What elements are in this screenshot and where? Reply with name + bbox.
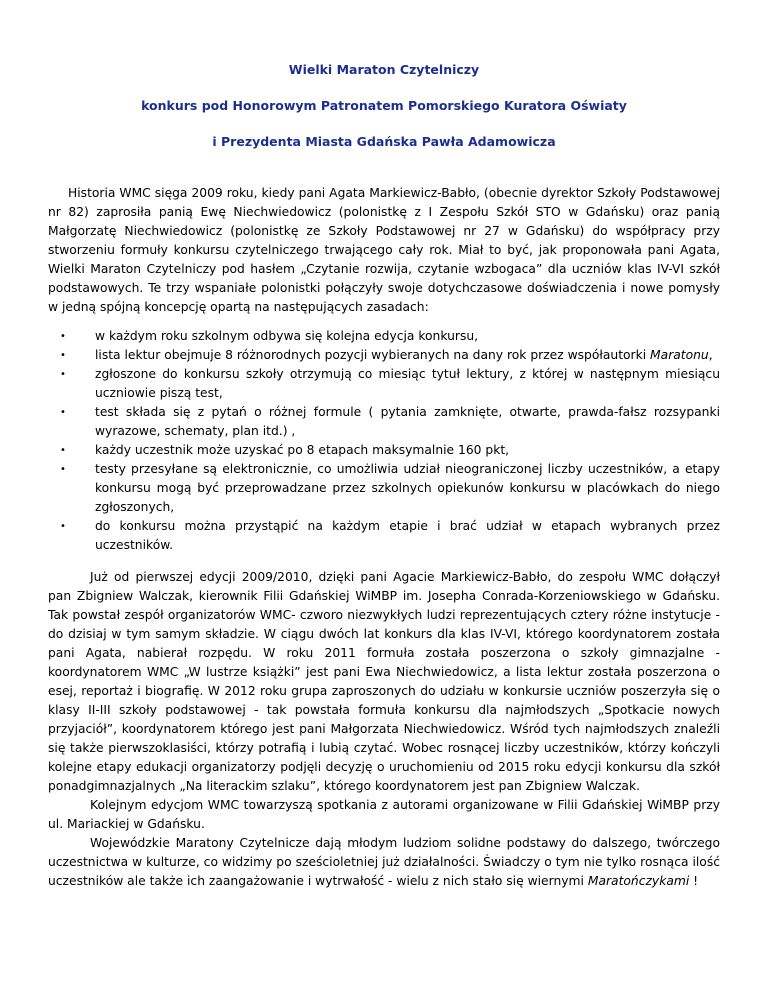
rules-list: [48, 327, 720, 555]
bullet-icon: •: [60, 350, 66, 361]
closing-italic-text: Maratończykami: [587, 874, 690, 888]
list-item: [60, 365, 720, 403]
rule-text: do konkursu można przystąpić na każdym etapie i brać udział w etapach wybranych przez uczestników.: [95, 519, 720, 552]
rule-text: lista lektur obejmuje 8 różnorodnych pozycji wybieranych na dany rok przez współautorki: [95, 348, 651, 362]
closing-text-end: !: [689, 874, 699, 888]
list-item: [60, 346, 720, 365]
list-item: [60, 327, 720, 346]
rule-text: każdy uczestnik może uzyskać po 8 etapach maksymalnie 160 pkt,: [95, 443, 510, 457]
history-paragraph: Już od pierwszej edycji 2009/2010, dzięki pani Agacie Markiewicz-Babło, do zespołu WMC dołączył pan Zbigniew Walczak, kierownik Filii Gdańskiej WiMBP im. Josepha Conrada-Korzeniowskiego w Gdańsku. Tak powstał zespół organizatorów WMC- czworo niezwykłych ludzi reprezentujących cztery różne instytucje - do dzisiaj w tym samym składzie. W ciągu dwóch lat konkurs dla klas IV-VI, którego koordynatorem została pani Agata, nabierał rozpędu. W roku 2011 formuła została poszerzona o szkoły gimnazjalne - koordynatorem WMC „W lustrze książki” jest pani Ewa Niechwiedowicz, a lista lektur została poszerzona o esej, reportaż i biografię. W 2012 roku grupa zaproszonych do udziału w konkursie uczniów poszerzyła się o klasy II-III szkoły podstawowej - tak powstała formuła konkursu dla najmłodszych „Spotkacie nowych przyjaciół”, koordynatorem którego jest pani Małgorzata Niechwiedowicz. Wśród tych najmłodszych znaleźli się także pierwszoklasiści, którzy potrafią i lubią czytać. Wobec rosnącej liczby uczestników, którzy kończyli kolejne etapy edukacji organizatorzy podjęli decyzję o uruchomieniu od 2015 roku edycji konkursu dla szkół ponadgimnazjalnych „Na literackim szlaku”, którego koordynatorem jest pan Zbigniew Walczak.: [48, 570, 720, 793]
list-item: [60, 403, 720, 441]
document-title: Wielki Maraton Czytelniczy: [288, 62, 480, 77]
bullet-icon: •: [60, 445, 66, 456]
bullet-icon: •: [60, 521, 66, 532]
rule-text: zgłoszone do konkursu szkoły otrzymują co miesiąc tytuł lektury, z której w następnym miesiącu uczniowie piszą test,: [95, 367, 720, 400]
rule-text: testy przesyłane są elektronicznie, co umożliwia udział nieograniczonej liczby uczestników, a etapy konkursu mogą być przeprowadzane przez szkolnych opiekunów konkursu w placówkach do niego zgłoszonych,: [95, 462, 720, 514]
bullet-icon: •: [60, 369, 66, 380]
document-subtitle-mayor: i Prezydenta Miasta Gdańska Pawła Adamowicza: [212, 134, 556, 149]
bullet-icon: •: [60, 464, 66, 475]
meetings-paragraph: Kolejnym edycjom WMC towarzyszą spotkania z autorami organizowane w Filii Gdańskiej WiMBP przy ul. Mariackiej w Gdańsku.: [48, 798, 720, 831]
rule-text: w każdym roku szkolnym odbywa się kolejna edycja konkursu,: [95, 329, 479, 343]
rule-text: test składa się z pytań o różnej formule ( pytania zamknięte, otwarte, prawda-fałsz rozsypanki wyrazowe, schematy, plan itd.) ,: [95, 405, 720, 438]
document-subtitle-patronage: konkurs pod Honorowym Patronatem Pomorskiego Kuratora Oświaty: [141, 98, 627, 113]
list-item: [60, 441, 720, 460]
intro-paragraph: Historia WMC sięga 2009 roku, kiedy pani Agata Markiewicz-Babło, (obecnie dyrektor Szkoły Podstawowej nr 82) zaprosiła panią Ewę Niechwiedowicz (polonistkę z I Zespołu Szkół STO w Gdańsku) oraz panią Małgorzatę Niechwiedowicz (polonistkę ze Szkoły Podstawowej nr 27 w Gdańsku) do współpracy przy stworzeniu formuły konkursu czytelniczego trwającego cały rok. Miał to być, jak proponowała pani Agata, Wielki Maraton Czytelniczy pod hasłem „Czytanie rozwija, czytanie wzbogaca” dla uczniów klas IV-VI szkół podstawowych. Te trzy wspaniałe polonistki połączyły swoje dotychczasowe doświadczenia i nowe pomysły w jedną spójną koncepcję opartą na następujących zasadach:: [48, 186, 720, 314]
list-item: [60, 460, 720, 517]
closing-paragraph: [48, 834, 720, 891]
bullet-icon: •: [60, 407, 66, 418]
document-page: [48, 54, 720, 891]
list-item: [60, 517, 720, 555]
rule-italic-text: Maratonu: [650, 348, 709, 362]
closing-text: Wojewódzkie Maratony Czytelnicze dają młodym ludziom solidne podstawy do dalszego, twórczego uczestnictwa w kulturze, co widzimy po sześcioletniej już działalności. Świadczy o tym nie tylko rosnąca ilość uczestników ale także ich zaangażowanie i wytrwałość - wielu z nich stało się wiernymi: [48, 836, 720, 888]
bullet-icon: •: [60, 331, 66, 342]
rule-text-end: ,: [708, 348, 713, 362]
